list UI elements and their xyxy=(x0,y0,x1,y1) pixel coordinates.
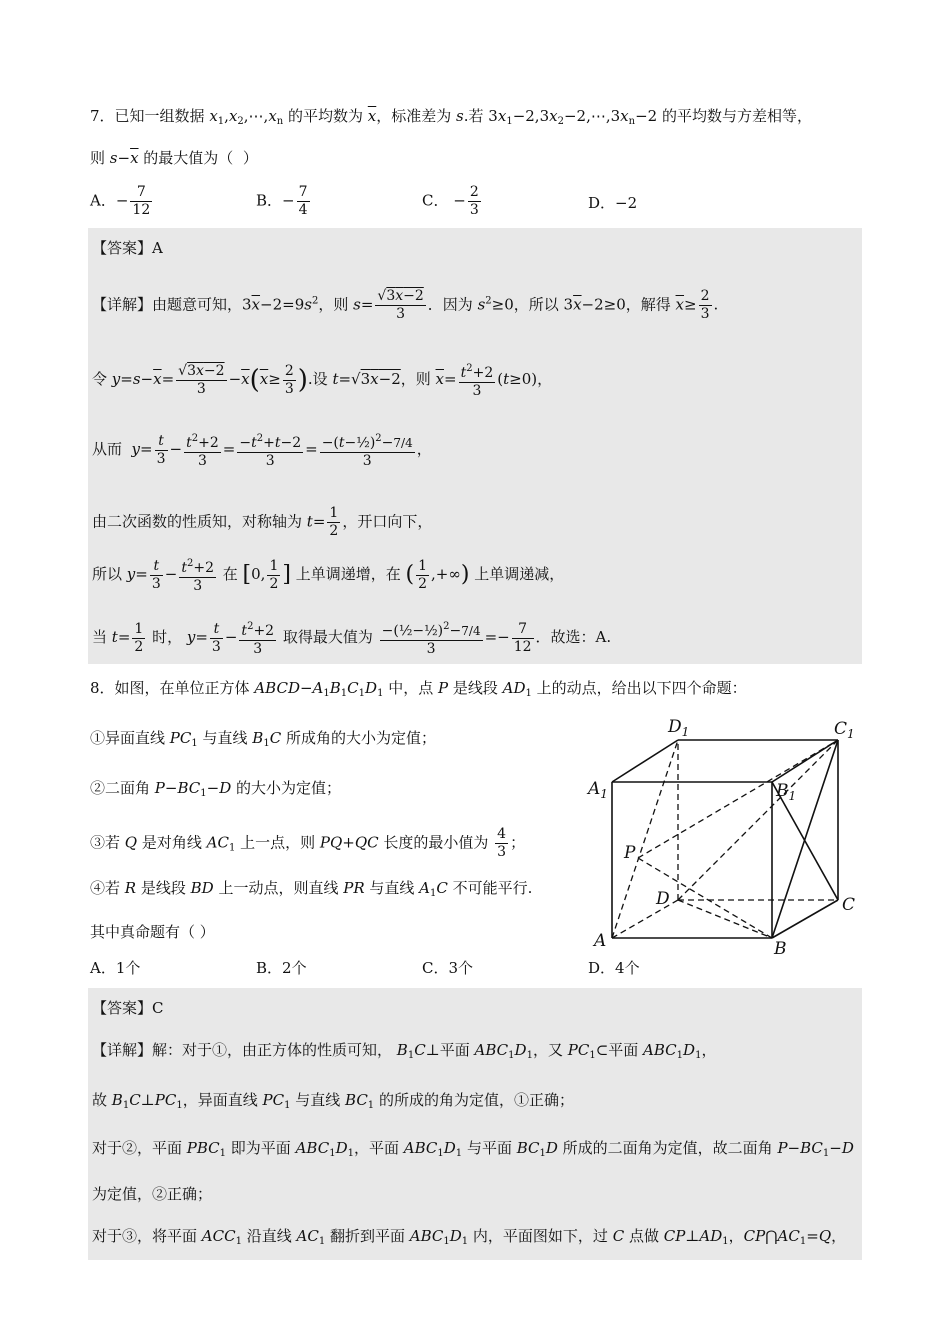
label-B: B xyxy=(774,939,787,959)
q8-prop-4: ④若 R 是线段 BD 上一动点，则直线 PR 与直线 $A_1C$ 不可能平行. xyxy=(90,879,533,899)
q8-stem: 8．如图，在单位正方体 $ABCD-A_1B_1C_1D_1$ 中，点 P 是线段 $AD_1$ 上的动点，给出以下四个命题： xyxy=(90,679,747,699)
label-A1: $A_1$ xyxy=(588,779,608,801)
label-A: A xyxy=(594,931,607,951)
label-B1: $B_1$ xyxy=(776,781,797,803)
q8-detail-line2: 故 $B_1C\perp PC_1$，异面直线 $PC_1$ 与直线 $BC_1$ 的所成的角为定值，①正确； xyxy=(92,1091,574,1111)
q7-detail-line4: 由二次函数的性质知，对称轴为 t= $\frac{1}{2}$ ，开口向下， xyxy=(92,505,433,539)
label-D1: $D_1$ xyxy=(668,717,690,739)
q8-detail-line1: 【详解】解：对于①，由正方体的性质可知， $B_1C\perp$平面 $ABC_1D_1$，又 $PC_1\subset$平面 $ABC_1D_1$， xyxy=(92,1041,717,1061)
label-C: C xyxy=(842,895,856,915)
q8-answer: 【答案】C xyxy=(92,999,164,1017)
q8-solution-panel xyxy=(88,988,862,1260)
edge-A1-D1 xyxy=(612,740,678,782)
q8-prop-1: ①异面直线 $PC_1$ 与直线 $B_1C$ 所成角的大小为定值； xyxy=(90,729,436,749)
label-C1: $C_1$ xyxy=(834,719,855,741)
q7-detail-line6: 当 t= $\frac{1}{2}$ 时， y= $\frac{t}{3}$ − $\frac{t^2+2}{3}$ 取得最大值为 $\frac{-(\frac{1}{2}-\frac{1}{2})^2-7/4}{3}$ =− $\frac{7}{12}$ ．故选：A. xyxy=(92,618,611,658)
q8-detail-line3: 对于②，平面 $PBC_1$ 即为平面 $ABC_1D_1$，平面 $ABC_1D_1$ 与平面 $BC_1D$ 所成的二面角为定值，故二面角 $P-BC_1-D$ xyxy=(92,1139,854,1159)
edge-B-C1 xyxy=(772,740,838,938)
q7-option-d: D．−2 xyxy=(588,194,638,212)
cube-figure xyxy=(580,710,870,960)
q7-line1: 7．已知一组数据 $x_1,x_2,\cdots,x_n$ 的平均数为 $\overline{x}$，标准差为 s.若 $3x_1-2,3x_2-2,\cdots,3x_n-2$ 的平均数与方差相等， xyxy=(90,107,812,127)
q7-option-a: A．− $\frac{7}{12}$ xyxy=(90,184,151,218)
q8-detail-line4: 为定值，②正确； xyxy=(92,1185,213,1203)
q8-question: 其中真命题有（ ） xyxy=(90,923,215,941)
label-P: P xyxy=(624,843,636,863)
q8-option-d: D．4个 xyxy=(588,959,640,977)
q7-detail-line5: 所以 y= $\frac{t}{3}$ − $\frac{t^2+2}{3}$ 在 [0, $\frac{1}{2}$ ] 上单调递增，在 ( $\frac{1}{2}$ ,+∞) 上单调递减， xyxy=(92,555,564,595)
edge-D-B xyxy=(678,900,772,938)
label-D: D xyxy=(656,889,670,909)
q8-prop-3: ③若 Q 是对角线 $AC_1$ 上一点，则 PQ+QC 长度的最小值为 $\frac{4}{3}$ ； xyxy=(90,826,526,860)
q8-option-b: B．2个 xyxy=(256,959,307,977)
q8-prop-2: ②二面角 $P-BC_1-D$ 的大小为定值； xyxy=(90,779,341,799)
q7-detail-line3: 从而 y= $\frac{t}{3}$ − $\frac{t^2+2}{3}$ = $\frac{-t^2+t-2}{3}$ = $\frac{-(t-\frac{1}{2})^2-7/4}{3}$ ， xyxy=(92,430,432,470)
q8-option-c: C．3个 xyxy=(422,959,474,977)
q7-line2: 则 $s-\overline{x}$ 的最大值为（ ） xyxy=(90,149,258,167)
q7-detail-line1: 【详解】由题意可知，$3\overline{x}-2=9s^2$，则 s= $\frac{√3x-2}{3}$ ．因为 $s^2\ge 0$，所以 $3\overline{x}-2\ge 0$，解得 $\overline{x}\ge$ $\frac{2}{3}$ . xyxy=(92,288,719,322)
edge-B-C xyxy=(772,900,838,938)
q7-detail-line2: 令 $y=s-\overline{x}=$ $\frac{√3x-2}{3}$ $-\overline{x}(\overline{x}\ge$ $\frac{2}{3}$ ).设 t=√3x−2，则 $\overline{x}=$ $\frac{t^2+2}{3}$ (t≥0)， xyxy=(92,360,552,400)
q8-detail-line5: 对于③，将平面 $ACC_1$ 沿直线 $AC_1$ 翻折到平面 $ABC_1D_1$ 内，平面图如下，过 C 点做 $CP\perp AD_1$，$CP⋂AC_1=Q$， xyxy=(92,1227,847,1247)
q7-option-c: C． − $\frac{2}{3}$ xyxy=(422,184,479,218)
q8-option-a: A．1个 xyxy=(90,959,141,977)
q7-option-b: B．− $\frac{7}{4}$ xyxy=(256,184,308,218)
q7-answer: 【答案】A xyxy=(92,239,163,257)
